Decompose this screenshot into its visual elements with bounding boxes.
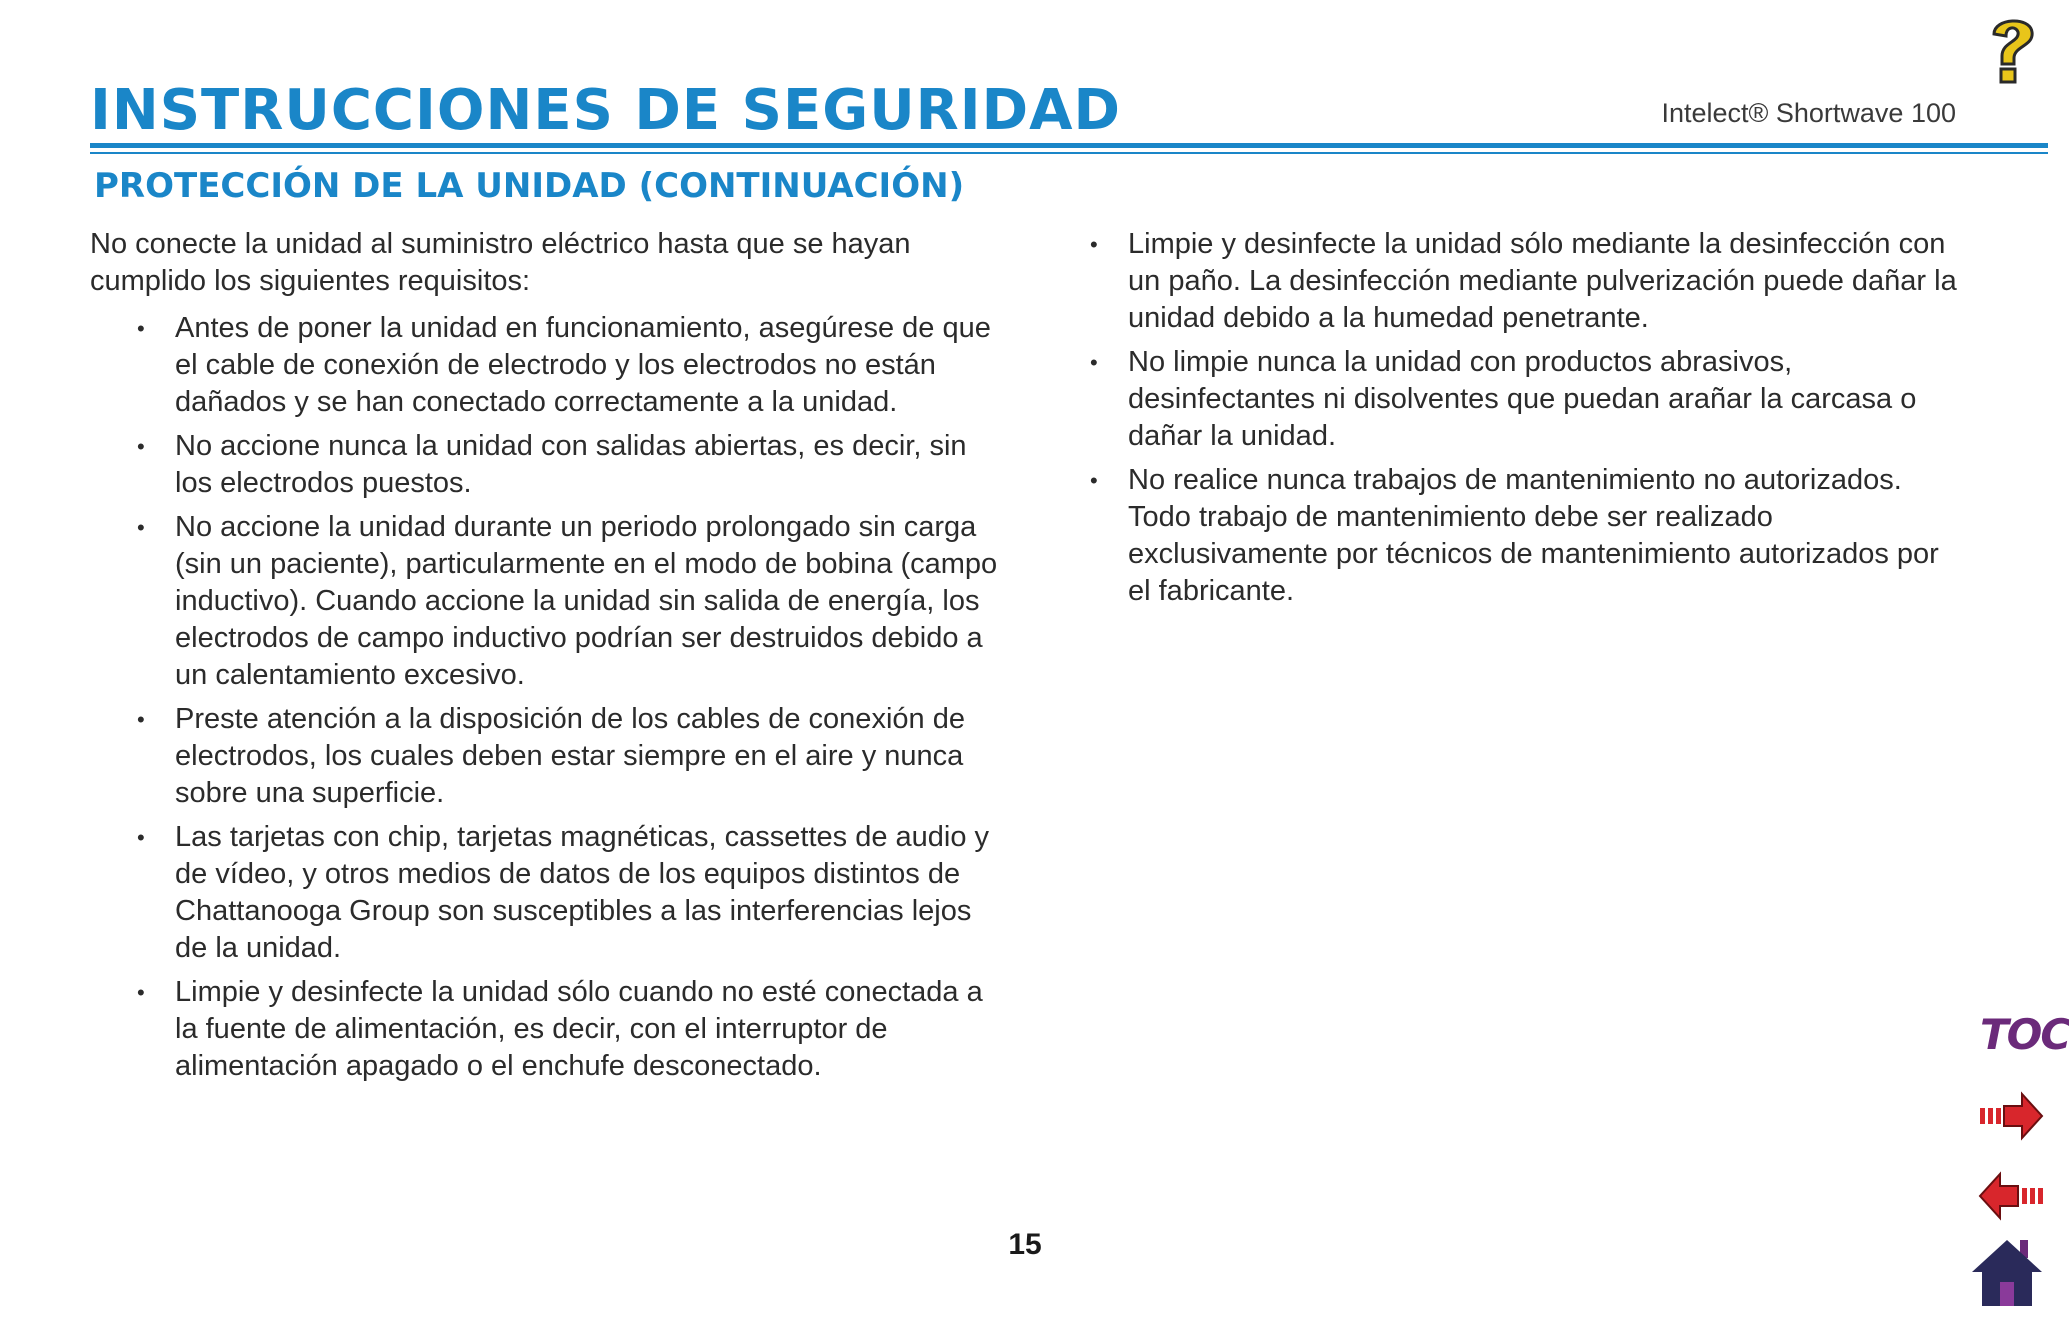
left-bullet-list <box>90 310 1010 1085</box>
list-item: • Preste atención a la disposición de los cables de conexión de electrodos, los cuales deben estar siempre en el aire y nunca sobre una superficie. <box>137 703 965 809</box>
bullet-icon: • <box>137 434 145 459</box>
list-item: • No accione la unidad durante un periodo prolongado sin carga (sin un paciente), particularmente en el modo de bobina (campo inductivo). Cuando accione la unidad sin salida de energía, los electrodos de campo inductivo podrían ser destruidos debido a un calentamiento excesivo. <box>137 511 998 691</box>
bullet-icon: • <box>137 316 145 341</box>
arrow-right-icon <box>1978 1090 2044 1142</box>
page-title: INSTRUCCIONES DE SEGURIDAD <box>90 78 1121 143</box>
right-bullet-list <box>1090 226 1960 610</box>
question-mark-icon[interactable] <box>1984 12 2040 86</box>
intro-paragraph: No conecte la unidad al suministro eléctrico hasta que se hayan cumplido los siguientes requisitos: <box>90 228 911 297</box>
bullet-icon: • <box>1090 232 1098 257</box>
list-item: • No accione nunca la unidad con salidas abiertas, es decir, sin los electrodos puestos. <box>137 430 967 499</box>
list-item: • Limpie y desinfecte la unidad sólo mediante la desinfección con un paño. La desinfección mediante pulverización puede dañar la unidad debido a la humedad penetrante. <box>1090 228 1957 334</box>
page-number: 15 <box>1008 1228 1042 1261</box>
section-subtitle: PROTECCIÓN DE LA UNIDAD (CONTINUACIÓN) <box>94 166 965 206</box>
left-column <box>90 226 1010 1092</box>
bullet-icon: • <box>137 980 145 1005</box>
list-item: • Limpie y desinfecte la unidad sólo cuando no esté conectada a la fuente de alimentación, es decir, con el interruptor de alimentación apagado o el enchufe desconectado. <box>137 976 983 1082</box>
list-item: • Las tarjetas con chip, tarjetas magnéticas, cassettes de audio y de vídeo, y otros medios de datos de los equipos distintos de Chattanooga Group son susceptibles a las interferencias lejos de la unidad. <box>137 821 990 964</box>
arrow-left-icon <box>1978 1170 2044 1222</box>
toc-button[interactable] <box>1980 1010 2069 1066</box>
home-button[interactable] <box>1970 1236 2044 1308</box>
next-page-button[interactable] <box>1978 1090 2044 1142</box>
bullet-icon: • <box>1090 468 1098 493</box>
product-name: Intelect® Shortwave 100 <box>1661 98 1956 128</box>
right-column <box>1090 226 1960 617</box>
toc-label: TOC <box>1980 1010 2069 1059</box>
bullet-icon: • <box>1090 350 1098 375</box>
header-divider-thin <box>90 152 2048 154</box>
header-divider <box>90 143 2048 148</box>
list-item: • Antes de poner la unidad en funcionamiento, asegúrese de que el cable de conexión de electrodo y los electrodos no están dañados y se han conectado correctamente a la unidad. <box>137 312 991 418</box>
list-item: • No limpie nunca la unidad con productos abrasivos, desinfectantes ni disolventes que puedan arañar la carcasa o dañar la unidad. <box>1090 346 1917 452</box>
bullet-icon: • <box>137 515 145 540</box>
bullet-icon: • <box>137 707 145 732</box>
prev-page-button[interactable] <box>1978 1170 2044 1222</box>
bullet-icon: • <box>137 825 145 850</box>
home-icon <box>1970 1236 2044 1308</box>
list-item: • No realice nunca trabajos de mantenimiento no autorizados. Todo trabajo de mantenimiento debe ser realizado exclusivamente por técnicos de mantenimiento autorizados por el fabricante. <box>1090 464 1939 607</box>
